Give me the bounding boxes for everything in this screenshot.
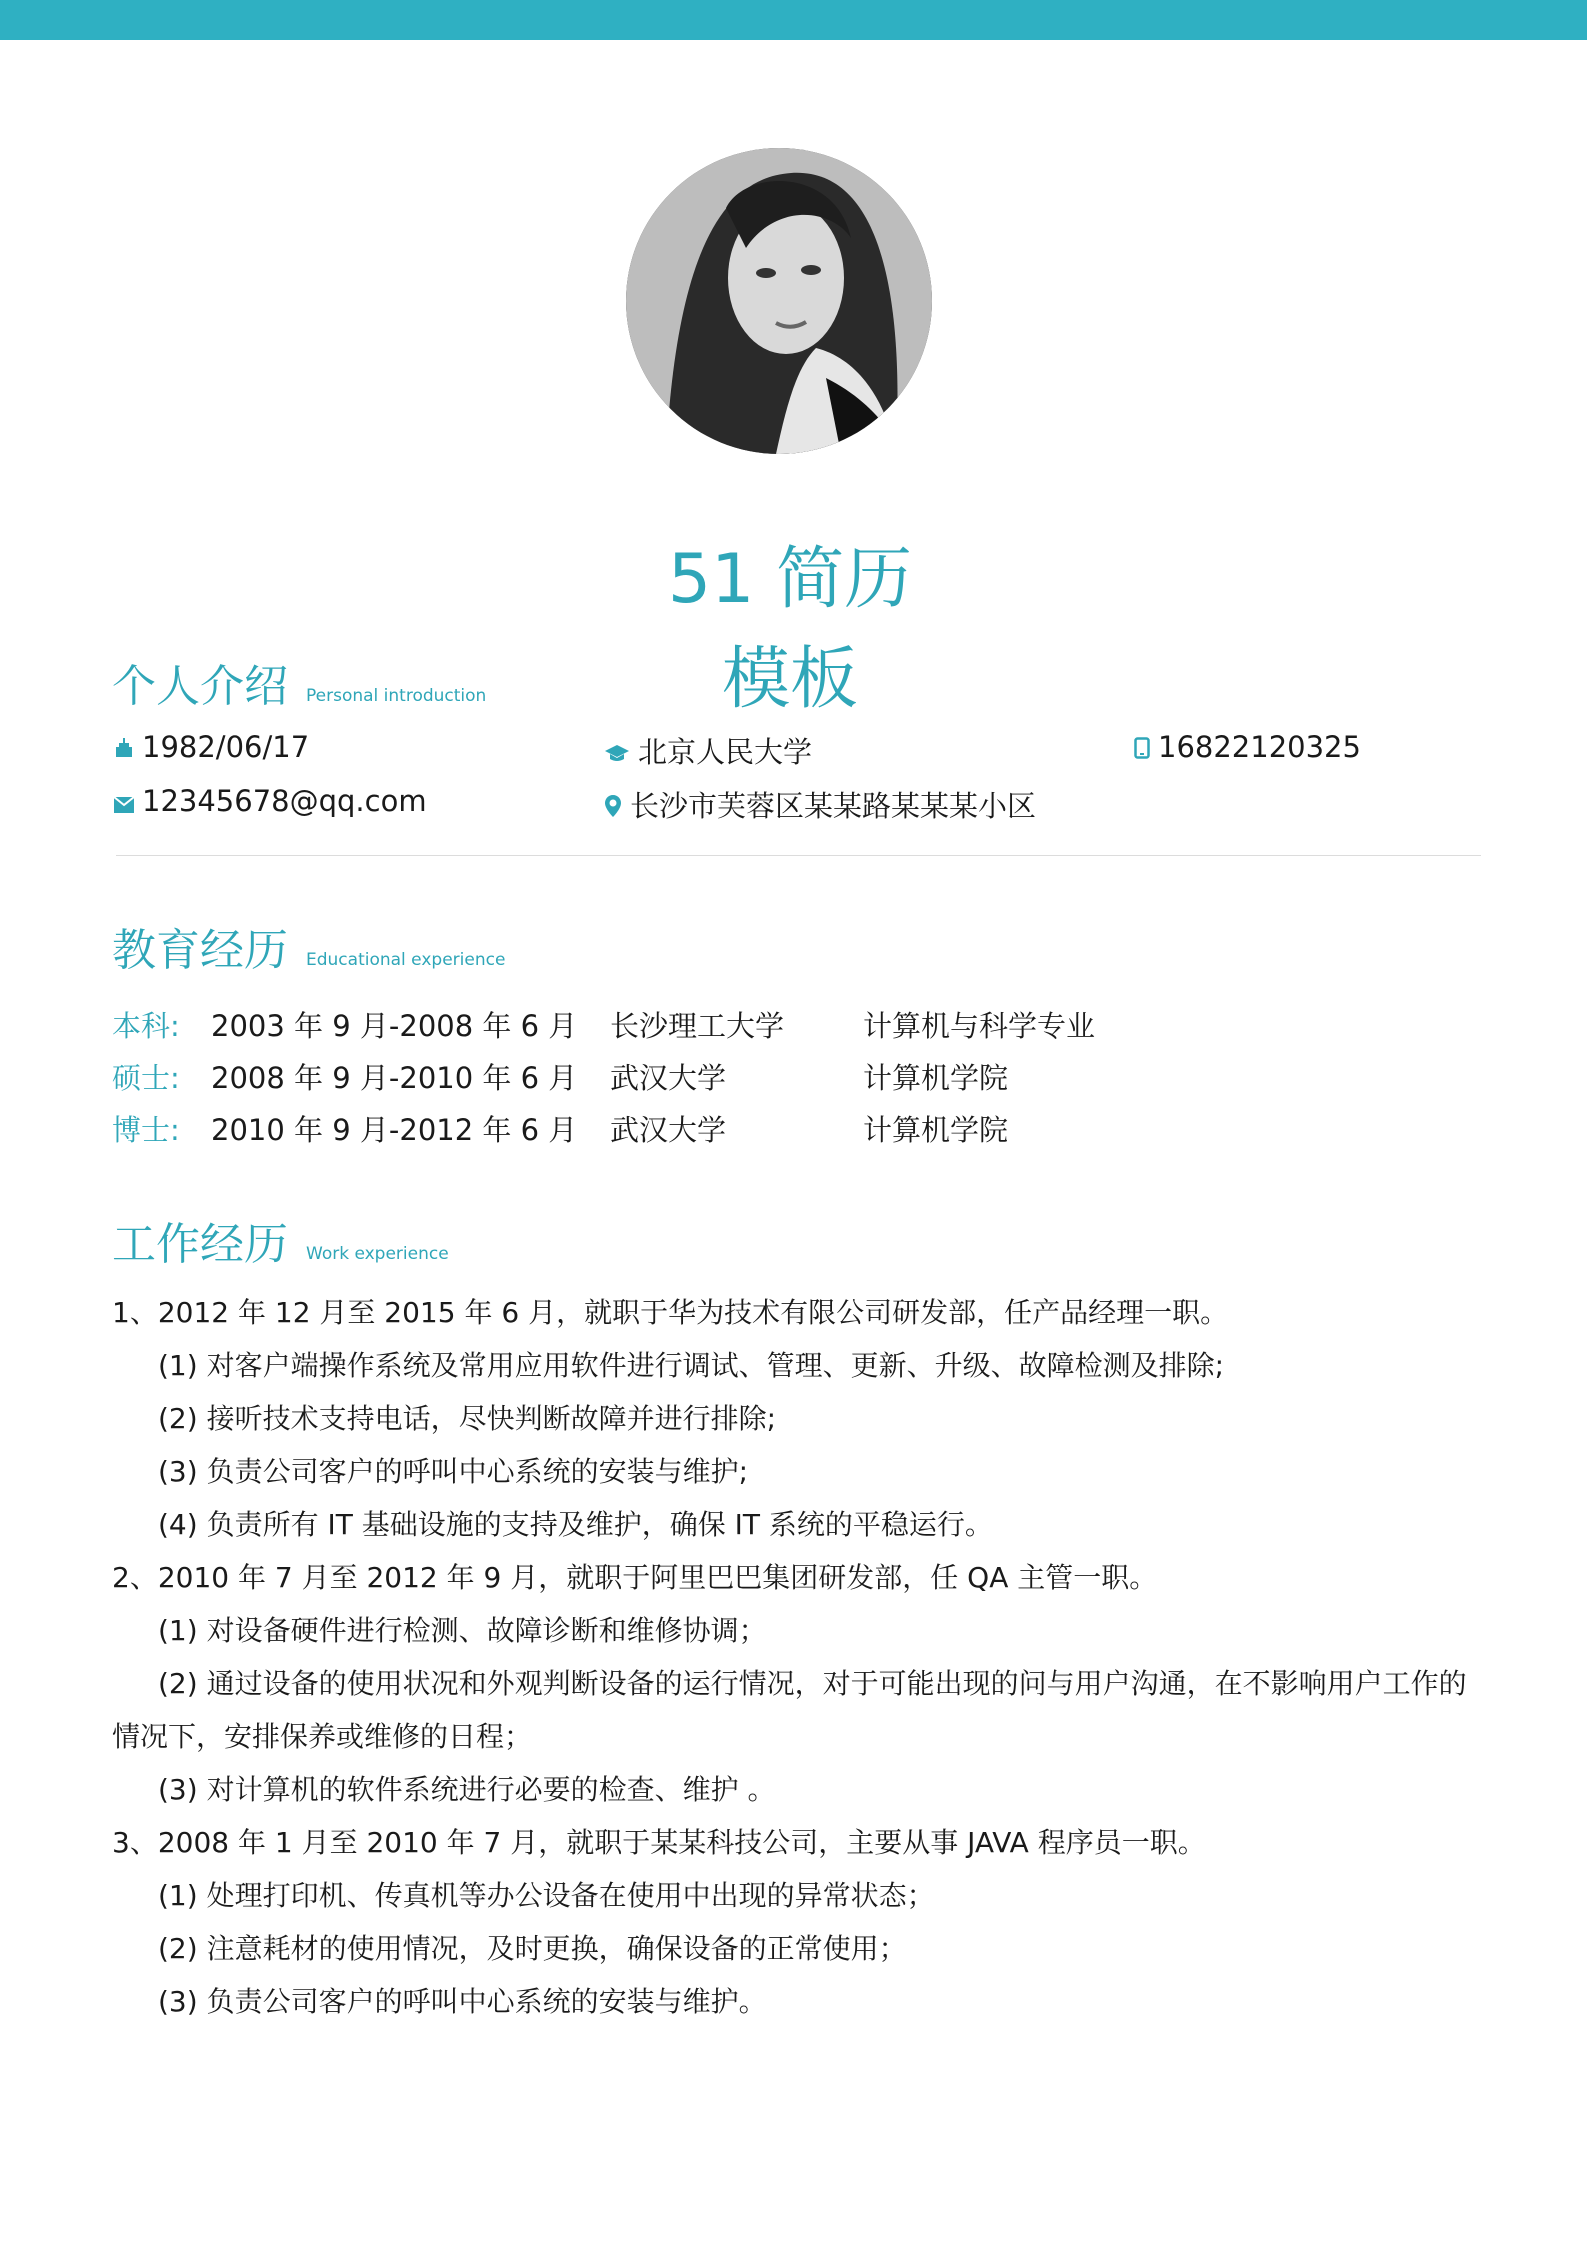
email-value: 12345678@qq.com bbox=[142, 784, 427, 818]
section-title: 工作经历 bbox=[112, 1219, 288, 1270]
graduation-cap-icon bbox=[604, 737, 630, 771]
school-name: 武汉大学 bbox=[610, 1061, 727, 1095]
section-subtitle: Work experience bbox=[306, 1244, 449, 1264]
study-period: 2008 年 9 月-2010 年 6 月 bbox=[211, 1061, 578, 1095]
email-info bbox=[114, 784, 427, 820]
degree-label: 本科: bbox=[112, 1009, 180, 1043]
degree-label: 博士: bbox=[112, 1113, 180, 1147]
section-title: 教育经历 bbox=[112, 925, 288, 976]
study-period: 2010 年 9 月-2012 年 6 月 bbox=[211, 1113, 578, 1147]
school-value: 北京人民大学 bbox=[638, 735, 813, 769]
degree-label: 硕士: bbox=[112, 1061, 180, 1095]
cake-icon bbox=[114, 732, 134, 766]
section-subtitle: Educational experience bbox=[306, 950, 506, 970]
school-name: 武汉大学 bbox=[610, 1113, 727, 1147]
resume-name: 51 简历模板 bbox=[667, 540, 913, 719]
job-duty: (1) 处理打印机、传真机等办公设备在使用中出现的异常状态； bbox=[158, 1879, 935, 1912]
address-info bbox=[604, 784, 1036, 825]
job-entry: 1、2012 年 12 月至 2015 年 6 月，就职于华为技术有限公司研发部，任产品经理一职。 bbox=[112, 1296, 1229, 1329]
job-duty-continued: 情况下，安排保养或维修的日程； bbox=[112, 1720, 533, 1753]
job-entry: 3、2008 年 1 月至 2010 年 7 月，就职于某某科技公司，主要从事 JAVA 程序员一职。 bbox=[112, 1826, 1206, 1859]
school-name: 长沙理工大学 bbox=[610, 1009, 785, 1043]
job-duty: (3) 负责公司客户的呼叫中心系统的安装与维护; bbox=[158, 1455, 748, 1488]
phone-info bbox=[1134, 730, 1361, 766]
job-duty: (2) 注意耗材的使用情况，及时更换，确保设备的正常使用； bbox=[158, 1932, 907, 1965]
address-value: 长沙市芙蓉区某某路某某某小区 bbox=[630, 789, 1037, 823]
job-entry: 2、2010 年 7 月至 2012 年 9 月，就职于阿里巴巴集团研发部，任 QA 主管一职。 bbox=[112, 1561, 1158, 1594]
major-name: 计算机学院 bbox=[863, 1061, 1009, 1095]
job-duty: (3) 对计算机的软件系统进行必要的检查、维护 。 bbox=[158, 1773, 776, 1806]
study-period: 2003 年 9 月-2008 年 6 月 bbox=[211, 1009, 578, 1043]
major-name: 计算机与科学专业 bbox=[863, 1009, 1096, 1043]
envelope-icon bbox=[114, 786, 134, 820]
school-info bbox=[604, 730, 812, 771]
job-duty: (2) 接听技术支持电话，尽快判断故障并进行排除; bbox=[158, 1402, 776, 1435]
birthday-value: 1982/06/17 bbox=[142, 730, 310, 764]
phone-value: 16822120325 bbox=[1158, 730, 1361, 764]
work-section-header bbox=[112, 1208, 449, 1272]
job-duty: (2) 通过设备的使用状况和外观判断设备的运行情况，对于可能出现的问与用户沟通，在不影响用户工作的 bbox=[158, 1667, 1467, 1700]
personal-section-header bbox=[112, 650, 486, 714]
mobile-icon bbox=[1134, 732, 1150, 766]
work-experience-list bbox=[112, 1286, 1477, 2028]
section-divider bbox=[116, 855, 1481, 856]
job-duty: (1) 对客户端操作系统及常用应用软件进行调试、管理、更新、升级、故障检测及排除; bbox=[158, 1349, 1225, 1382]
birthday-info bbox=[114, 730, 309, 766]
profile-photo bbox=[626, 148, 932, 454]
job-duty: (1) 对设备硬件进行检测、故障诊断和维修协调； bbox=[158, 1614, 767, 1647]
section-subtitle: Personal introduction bbox=[306, 686, 487, 706]
top-accent-bar bbox=[0, 0, 1587, 40]
job-duty: (3) 负责公司客户的呼叫中心系统的安装与维护。 bbox=[158, 1985, 767, 2018]
major-name: 计算机学院 bbox=[863, 1113, 1009, 1147]
portrait-image bbox=[626, 148, 932, 454]
location-pin-icon bbox=[604, 791, 622, 825]
section-title: 个人介绍 bbox=[112, 661, 288, 712]
job-duty: (4) 负责所有 IT 基础设施的支持及维护，确保 IT 系统的平稳运行。 bbox=[158, 1508, 993, 1541]
education-section-header bbox=[112, 914, 505, 978]
